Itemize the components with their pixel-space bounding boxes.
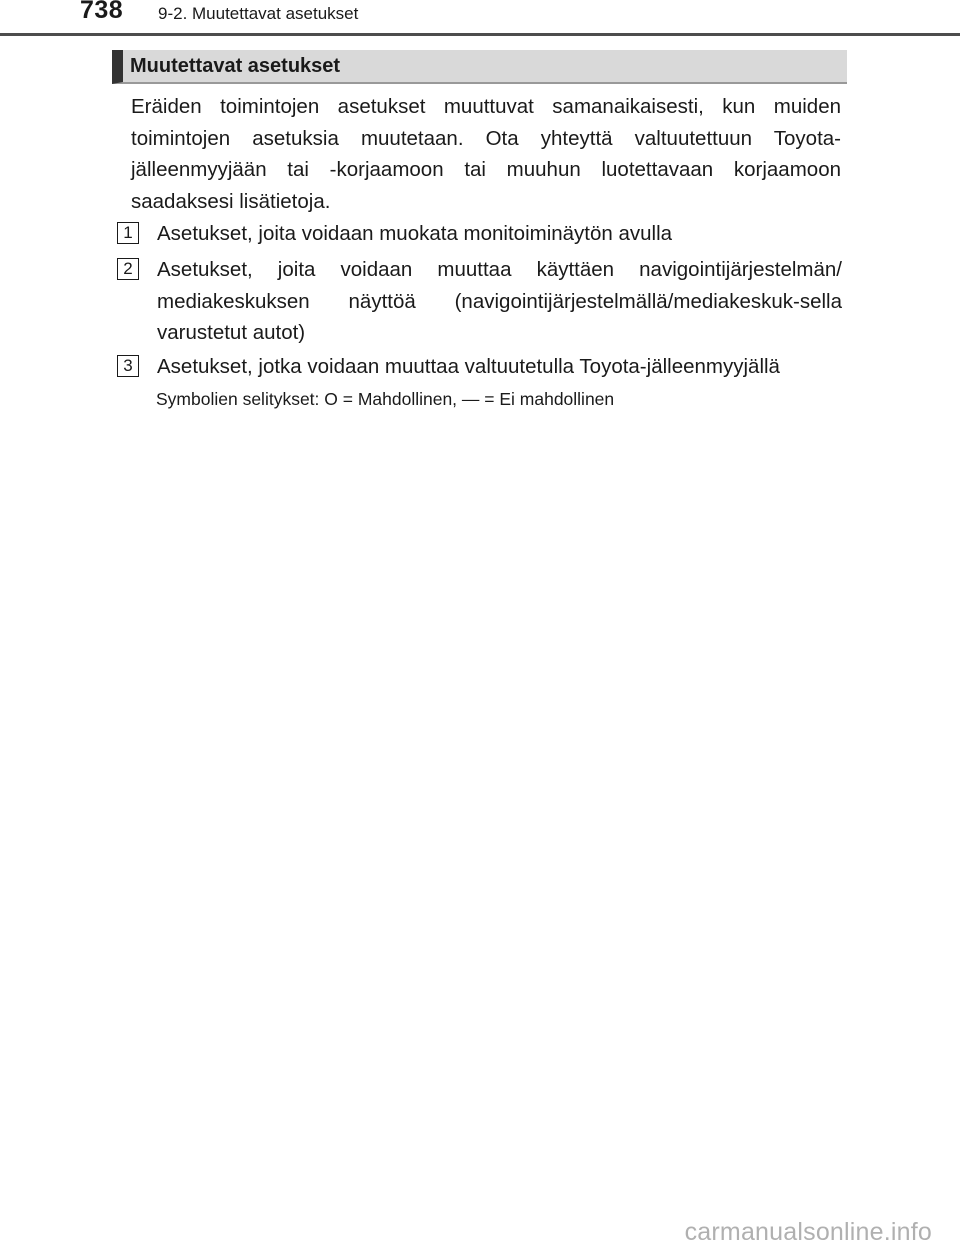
section-heading-text: Muutettavat asetukset [130, 55, 341, 77]
item-number-badge: 2 [117, 258, 139, 280]
item-text: Asetukset, joita voidaan muuttaa käyttäen navigointijärjestelmän/ mediakeskuksen näyttöä (navigointijärjestelmällä/mediakeskuk-sella varustetut autot) [157, 258, 842, 344]
item-text: Asetukset, jotka voidaan muuttaa valtuutetulla Toyota-jälleenmyyjällä [157, 355, 780, 378]
item-text: Asetukset, joita voidaan muokata monitoiminäytön avulla [157, 222, 673, 245]
watermark: carmanualsonline.info [684, 1218, 932, 1246]
symbol-legend: Symbolien selitykset: O = Mahdollinen, — = Ei mahdollinen [156, 389, 615, 409]
item-number-badge: 3 [117, 355, 139, 377]
item-number-badge: 1 [117, 222, 139, 244]
intro-paragraph: Eräiden toimintojen asetukset muuttuvat samanaikaisesti, kun muiden toimintojen asetuksia muutetaan. Ota yhteyttä valtuutettuun Toyota-jälleenmyyjään tai -korjaamoon tai muuhun luotettavaan korjaamoon saadaksesi lisätietoja. [131, 95, 841, 213]
page-number: 738 [80, 0, 124, 24]
header-rule [0, 33, 960, 36]
section-heading [112, 50, 847, 84]
running-head: 9-2. Muutettavat asetukset [158, 4, 359, 23]
